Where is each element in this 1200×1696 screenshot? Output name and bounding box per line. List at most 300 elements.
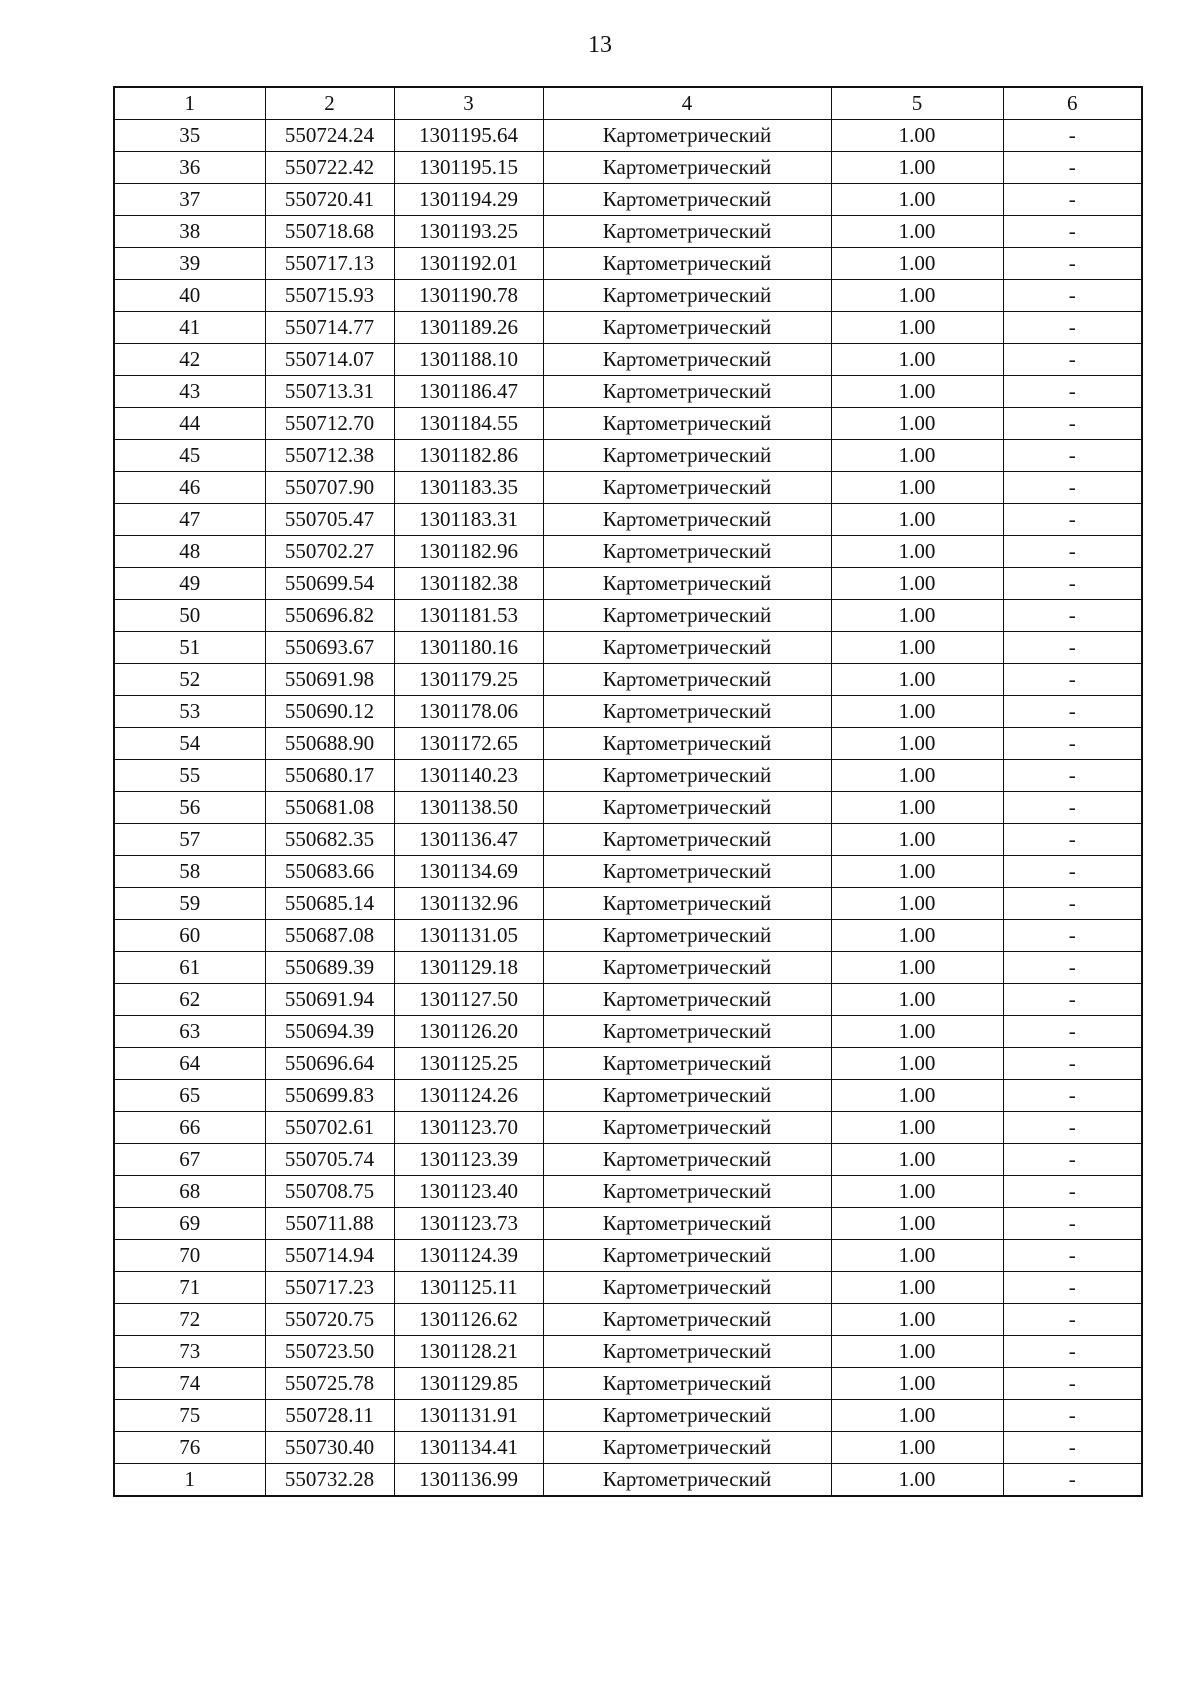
y-coordinate-cell: 1301140.23 <box>394 760 543 792</box>
note-cell: - <box>1003 536 1142 568</box>
note-cell: - <box>1003 1240 1142 1272</box>
accuracy-cell: 1.00 <box>831 248 1003 280</box>
x-coordinate-cell: 550714.94 <box>265 1240 394 1272</box>
point-number-cell: 75 <box>114 1400 265 1432</box>
table-row <box>114 1464 1142 1497</box>
accuracy-cell: 1.00 <box>831 1112 1003 1144</box>
point-number-cell: 55 <box>114 760 265 792</box>
y-coordinate-cell: 1301182.38 <box>394 568 543 600</box>
x-coordinate-cell: 550732.28 <box>265 1464 394 1497</box>
y-coordinate-cell: 1301131.05 <box>394 920 543 952</box>
y-coordinate-cell: 1301125.11 <box>394 1272 543 1304</box>
y-coordinate-cell: 1301193.25 <box>394 216 543 248</box>
table-row <box>114 1336 1142 1368</box>
note-cell: - <box>1003 824 1142 856</box>
method-cell: Картометрический <box>543 1304 831 1336</box>
x-coordinate-cell: 550724.24 <box>265 120 394 152</box>
point-number-cell: 68 <box>114 1176 265 1208</box>
method-cell: Картометрический <box>543 1272 831 1304</box>
y-coordinate-cell: 1301180.16 <box>394 632 543 664</box>
y-coordinate-cell: 1301127.50 <box>394 984 543 1016</box>
x-coordinate-cell: 550687.08 <box>265 920 394 952</box>
table-row <box>114 856 1142 888</box>
method-cell: Картометрический <box>543 184 831 216</box>
method-cell: Картометрический <box>543 1240 831 1272</box>
method-cell: Картометрический <box>543 1208 831 1240</box>
method-cell: Картометрический <box>543 1176 831 1208</box>
note-cell: - <box>1003 600 1142 632</box>
y-coordinate-cell: 1301188.10 <box>394 344 543 376</box>
note-cell: - <box>1003 216 1142 248</box>
table-row <box>114 824 1142 856</box>
y-coordinate-cell: 1301129.18 <box>394 952 543 984</box>
y-coordinate-cell: 1301138.50 <box>394 792 543 824</box>
y-coordinate-cell: 1301192.01 <box>394 248 543 280</box>
table-row <box>114 1080 1142 1112</box>
note-cell: - <box>1003 664 1142 696</box>
y-coordinate-cell: 1301134.69 <box>394 856 543 888</box>
y-coordinate-cell: 1301123.70 <box>394 1112 543 1144</box>
point-number-cell: 56 <box>114 792 265 824</box>
accuracy-cell: 1.00 <box>831 216 1003 248</box>
coordinates-table <box>113 86 1143 1497</box>
table-row <box>114 1176 1142 1208</box>
accuracy-cell: 1.00 <box>831 1368 1003 1400</box>
x-coordinate-cell: 550702.61 <box>265 1112 394 1144</box>
accuracy-cell: 1.00 <box>831 632 1003 664</box>
point-number-cell: 67 <box>114 1144 265 1176</box>
x-coordinate-cell: 550722.42 <box>265 152 394 184</box>
table-row <box>114 1304 1142 1336</box>
y-coordinate-cell: 1301134.41 <box>394 1432 543 1464</box>
point-number-cell: 40 <box>114 280 265 312</box>
method-cell: Картометрический <box>543 216 831 248</box>
header-cell: 2 <box>265 87 394 120</box>
note-cell: - <box>1003 376 1142 408</box>
table-row <box>114 504 1142 536</box>
table-header-row <box>114 87 1142 120</box>
y-coordinate-cell: 1301172.65 <box>394 728 543 760</box>
method-cell: Картометрический <box>543 1016 831 1048</box>
table-row <box>114 1016 1142 1048</box>
accuracy-cell: 1.00 <box>831 472 1003 504</box>
accuracy-cell: 1.00 <box>831 1304 1003 1336</box>
accuracy-cell: 1.00 <box>831 280 1003 312</box>
table-row <box>114 760 1142 792</box>
note-cell: - <box>1003 1368 1142 1400</box>
table-row <box>114 920 1142 952</box>
method-cell: Картометрический <box>543 856 831 888</box>
x-coordinate-cell: 550691.98 <box>265 664 394 696</box>
x-coordinate-cell: 550718.68 <box>265 216 394 248</box>
point-number-cell: 57 <box>114 824 265 856</box>
table-row <box>114 792 1142 824</box>
y-coordinate-cell: 1301126.20 <box>394 1016 543 1048</box>
note-cell: - <box>1003 1464 1142 1497</box>
point-number-cell: 38 <box>114 216 265 248</box>
accuracy-cell: 1.00 <box>831 376 1003 408</box>
y-coordinate-cell: 1301129.85 <box>394 1368 543 1400</box>
note-cell: - <box>1003 792 1142 824</box>
point-number-cell: 41 <box>114 312 265 344</box>
y-coordinate-cell: 1301124.26 <box>394 1080 543 1112</box>
header-cell: 4 <box>543 87 831 120</box>
point-number-cell: 50 <box>114 600 265 632</box>
point-number-cell: 70 <box>114 1240 265 1272</box>
table-row <box>114 280 1142 312</box>
method-cell: Картометрический <box>543 792 831 824</box>
note-cell: - <box>1003 1144 1142 1176</box>
accuracy-cell: 1.00 <box>831 984 1003 1016</box>
note-cell: - <box>1003 760 1142 792</box>
note-cell: - <box>1003 696 1142 728</box>
y-coordinate-cell: 1301194.29 <box>394 184 543 216</box>
note-cell: - <box>1003 472 1142 504</box>
note-cell: - <box>1003 1208 1142 1240</box>
method-cell: Картометрический <box>543 504 831 536</box>
method-cell: Картометрический <box>543 440 831 472</box>
accuracy-cell: 1.00 <box>831 792 1003 824</box>
note-cell: - <box>1003 1304 1142 1336</box>
x-coordinate-cell: 550702.27 <box>265 536 394 568</box>
table-row <box>114 472 1142 504</box>
x-coordinate-cell: 550712.70 <box>265 408 394 440</box>
y-coordinate-cell: 1301182.96 <box>394 536 543 568</box>
note-cell: - <box>1003 920 1142 952</box>
table-row <box>114 1240 1142 1272</box>
y-coordinate-cell: 1301136.47 <box>394 824 543 856</box>
point-number-cell: 59 <box>114 888 265 920</box>
accuracy-cell: 1.00 <box>831 1016 1003 1048</box>
method-cell: Картометрический <box>543 312 831 344</box>
point-number-cell: 43 <box>114 376 265 408</box>
point-number-cell: 49 <box>114 568 265 600</box>
header-cell: 5 <box>831 87 1003 120</box>
x-coordinate-cell: 550696.82 <box>265 600 394 632</box>
x-coordinate-cell: 550685.14 <box>265 888 394 920</box>
note-cell: - <box>1003 1432 1142 1464</box>
point-number-cell: 69 <box>114 1208 265 1240</box>
note-cell: - <box>1003 344 1142 376</box>
accuracy-cell: 1.00 <box>831 344 1003 376</box>
x-coordinate-cell: 550717.13 <box>265 248 394 280</box>
point-number-cell: 46 <box>114 472 265 504</box>
accuracy-cell: 1.00 <box>831 1336 1003 1368</box>
table-row <box>114 1272 1142 1304</box>
table-body <box>114 120 1142 1497</box>
note-cell: - <box>1003 952 1142 984</box>
note-cell: - <box>1003 312 1142 344</box>
point-number-cell: 37 <box>114 184 265 216</box>
accuracy-cell: 1.00 <box>831 1048 1003 1080</box>
method-cell: Картометрический <box>543 1112 831 1144</box>
table-row <box>114 888 1142 920</box>
note-cell: - <box>1003 408 1142 440</box>
page-number: 13 <box>588 32 612 58</box>
x-coordinate-cell: 550694.39 <box>265 1016 394 1048</box>
accuracy-cell: 1.00 <box>831 536 1003 568</box>
point-number-cell: 71 <box>114 1272 265 1304</box>
note-cell: - <box>1003 1336 1142 1368</box>
note-cell: - <box>1003 120 1142 152</box>
point-number-cell: 64 <box>114 1048 265 1080</box>
method-cell: Картометрический <box>543 1464 831 1497</box>
table-row <box>114 1208 1142 1240</box>
point-number-cell: 73 <box>114 1336 265 1368</box>
table-row <box>114 1048 1142 1080</box>
point-number-cell: 35 <box>114 120 265 152</box>
note-cell: - <box>1003 1112 1142 1144</box>
y-coordinate-cell: 1301181.53 <box>394 600 543 632</box>
method-cell: Картометрический <box>543 120 831 152</box>
point-number-cell: 65 <box>114 1080 265 1112</box>
accuracy-cell: 1.00 <box>831 440 1003 472</box>
accuracy-cell: 1.00 <box>831 1208 1003 1240</box>
accuracy-cell: 1.00 <box>831 152 1003 184</box>
accuracy-cell: 1.00 <box>831 120 1003 152</box>
y-coordinate-cell: 1301182.86 <box>394 440 543 472</box>
x-coordinate-cell: 550725.78 <box>265 1368 394 1400</box>
accuracy-cell: 1.00 <box>831 1240 1003 1272</box>
x-coordinate-cell: 550717.23 <box>265 1272 394 1304</box>
y-coordinate-cell: 1301128.21 <box>394 1336 543 1368</box>
y-coordinate-cell: 1301132.96 <box>394 888 543 920</box>
table-row <box>114 1144 1142 1176</box>
note-cell: - <box>1003 1048 1142 1080</box>
point-number-cell: 44 <box>114 408 265 440</box>
method-cell: Картометрический <box>543 152 831 184</box>
y-coordinate-cell: 1301136.99 <box>394 1464 543 1497</box>
note-cell: - <box>1003 728 1142 760</box>
table-row <box>114 1432 1142 1464</box>
y-coordinate-cell: 1301126.62 <box>394 1304 543 1336</box>
accuracy-cell: 1.00 <box>831 504 1003 536</box>
y-coordinate-cell: 1301184.55 <box>394 408 543 440</box>
y-coordinate-cell: 1301123.39 <box>394 1144 543 1176</box>
method-cell: Картометрический <box>543 1144 831 1176</box>
note-cell: - <box>1003 1400 1142 1432</box>
accuracy-cell: 1.00 <box>831 856 1003 888</box>
point-number-cell: 60 <box>114 920 265 952</box>
point-number-cell: 42 <box>114 344 265 376</box>
y-coordinate-cell: 1301125.25 <box>394 1048 543 1080</box>
table-row <box>114 248 1142 280</box>
x-coordinate-cell: 550720.75 <box>265 1304 394 1336</box>
x-coordinate-cell: 550691.94 <box>265 984 394 1016</box>
y-coordinate-cell: 1301123.40 <box>394 1176 543 1208</box>
accuracy-cell: 1.00 <box>831 664 1003 696</box>
accuracy-cell: 1.00 <box>831 1272 1003 1304</box>
point-number-cell: 45 <box>114 440 265 472</box>
accuracy-cell: 1.00 <box>831 920 1003 952</box>
point-number-cell: 47 <box>114 504 265 536</box>
x-coordinate-cell: 550714.77 <box>265 312 394 344</box>
x-coordinate-cell: 550682.35 <box>265 824 394 856</box>
x-coordinate-cell: 550705.74 <box>265 1144 394 1176</box>
method-cell: Картометрический <box>543 1400 831 1432</box>
accuracy-cell: 1.00 <box>831 600 1003 632</box>
y-coordinate-cell: 1301124.39 <box>394 1240 543 1272</box>
x-coordinate-cell: 550708.75 <box>265 1176 394 1208</box>
accuracy-cell: 1.00 <box>831 408 1003 440</box>
x-coordinate-cell: 550720.41 <box>265 184 394 216</box>
note-cell: - <box>1003 984 1142 1016</box>
accuracy-cell: 1.00 <box>831 888 1003 920</box>
table-row <box>114 440 1142 472</box>
method-cell: Картометрический <box>543 984 831 1016</box>
point-number-cell: 54 <box>114 728 265 760</box>
table-row <box>114 216 1142 248</box>
method-cell: Картометрический <box>543 888 831 920</box>
method-cell: Картометрический <box>543 280 831 312</box>
y-coordinate-cell: 1301183.31 <box>394 504 543 536</box>
accuracy-cell: 1.00 <box>831 1144 1003 1176</box>
y-coordinate-cell: 1301195.15 <box>394 152 543 184</box>
point-number-cell: 1 <box>114 1464 265 1497</box>
note-cell: - <box>1003 504 1142 536</box>
x-coordinate-cell: 550699.54 <box>265 568 394 600</box>
x-coordinate-cell: 550699.83 <box>265 1080 394 1112</box>
method-cell: Картометрический <box>543 376 831 408</box>
table-row <box>114 1400 1142 1432</box>
method-cell: Картометрический <box>543 728 831 760</box>
method-cell: Картометрический <box>543 408 831 440</box>
accuracy-cell: 1.00 <box>831 760 1003 792</box>
method-cell: Картометрический <box>543 632 831 664</box>
note-cell: - <box>1003 1080 1142 1112</box>
note-cell: - <box>1003 888 1142 920</box>
note-cell: - <box>1003 1176 1142 1208</box>
table-row <box>114 184 1142 216</box>
x-coordinate-cell: 550715.93 <box>265 280 394 312</box>
y-coordinate-cell: 1301189.26 <box>394 312 543 344</box>
y-coordinate-cell: 1301186.47 <box>394 376 543 408</box>
table-row <box>114 120 1142 152</box>
note-cell: - <box>1003 632 1142 664</box>
note-cell: - <box>1003 440 1142 472</box>
method-cell: Картометрический <box>543 1080 831 1112</box>
x-coordinate-cell: 550714.07 <box>265 344 394 376</box>
accuracy-cell: 1.00 <box>831 1432 1003 1464</box>
note-cell: - <box>1003 248 1142 280</box>
table-row <box>114 1368 1142 1400</box>
x-coordinate-cell: 550728.11 <box>265 1400 394 1432</box>
header-cell: 3 <box>394 87 543 120</box>
accuracy-cell: 1.00 <box>831 1464 1003 1497</box>
table-row <box>114 152 1142 184</box>
table-row <box>114 344 1142 376</box>
x-coordinate-cell: 550696.64 <box>265 1048 394 1080</box>
header-cell: 1 <box>114 87 265 120</box>
point-number-cell: 39 <box>114 248 265 280</box>
point-number-cell: 76 <box>114 1432 265 1464</box>
method-cell: Картометрический <box>543 1432 831 1464</box>
table-row <box>114 664 1142 696</box>
x-coordinate-cell: 550723.50 <box>265 1336 394 1368</box>
table-row <box>114 728 1142 760</box>
accuracy-cell: 1.00 <box>831 728 1003 760</box>
x-coordinate-cell: 550680.17 <box>265 760 394 792</box>
method-cell: Картометрический <box>543 696 831 728</box>
note-cell: - <box>1003 1272 1142 1304</box>
y-coordinate-cell: 1301195.64 <box>394 120 543 152</box>
header-cell: 6 <box>1003 87 1142 120</box>
point-number-cell: 62 <box>114 984 265 1016</box>
point-number-cell: 52 <box>114 664 265 696</box>
note-cell: - <box>1003 856 1142 888</box>
point-number-cell: 36 <box>114 152 265 184</box>
y-coordinate-cell: 1301178.06 <box>394 696 543 728</box>
accuracy-cell: 1.00 <box>831 1080 1003 1112</box>
note-cell: - <box>1003 280 1142 312</box>
method-cell: Картометрический <box>543 664 831 696</box>
note-cell: - <box>1003 184 1142 216</box>
note-cell: - <box>1003 568 1142 600</box>
accuracy-cell: 1.00 <box>831 312 1003 344</box>
accuracy-cell: 1.00 <box>831 696 1003 728</box>
method-cell: Картометрический <box>543 760 831 792</box>
method-cell: Картометрический <box>543 1368 831 1400</box>
table-row <box>114 376 1142 408</box>
method-cell: Картометрический <box>543 600 831 632</box>
table-row <box>114 408 1142 440</box>
x-coordinate-cell: 550681.08 <box>265 792 394 824</box>
x-coordinate-cell: 550711.88 <box>265 1208 394 1240</box>
point-number-cell: 72 <box>114 1304 265 1336</box>
y-coordinate-cell: 1301123.73 <box>394 1208 543 1240</box>
point-number-cell: 66 <box>114 1112 265 1144</box>
method-cell: Картометрический <box>543 1336 831 1368</box>
table-row <box>114 632 1142 664</box>
point-number-cell: 61 <box>114 952 265 984</box>
x-coordinate-cell: 550688.90 <box>265 728 394 760</box>
x-coordinate-cell: 550693.67 <box>265 632 394 664</box>
point-number-cell: 74 <box>114 1368 265 1400</box>
note-cell: - <box>1003 152 1142 184</box>
x-coordinate-cell: 550705.47 <box>265 504 394 536</box>
table-row <box>114 984 1142 1016</box>
method-cell: Картометрический <box>543 568 831 600</box>
method-cell: Картометрический <box>543 920 831 952</box>
x-coordinate-cell: 550707.90 <box>265 472 394 504</box>
method-cell: Картометрический <box>543 344 831 376</box>
method-cell: Картометрический <box>543 1048 831 1080</box>
table-row <box>114 696 1142 728</box>
x-coordinate-cell: 550683.66 <box>265 856 394 888</box>
y-coordinate-cell: 1301183.35 <box>394 472 543 504</box>
point-number-cell: 58 <box>114 856 265 888</box>
point-number-cell: 48 <box>114 536 265 568</box>
x-coordinate-cell: 550712.38 <box>265 440 394 472</box>
method-cell: Картометрический <box>543 536 831 568</box>
method-cell: Картометрический <box>543 472 831 504</box>
point-number-cell: 63 <box>114 1016 265 1048</box>
table-row <box>114 568 1142 600</box>
y-coordinate-cell: 1301190.78 <box>394 280 543 312</box>
accuracy-cell: 1.00 <box>831 568 1003 600</box>
table-row <box>114 952 1142 984</box>
y-coordinate-cell: 1301131.91 <box>394 1400 543 1432</box>
point-number-cell: 53 <box>114 696 265 728</box>
y-coordinate-cell: 1301179.25 <box>394 664 543 696</box>
accuracy-cell: 1.00 <box>831 824 1003 856</box>
method-cell: Картометрический <box>543 824 831 856</box>
accuracy-cell: 1.00 <box>831 1400 1003 1432</box>
table-row <box>114 312 1142 344</box>
accuracy-cell: 1.00 <box>831 1176 1003 1208</box>
x-coordinate-cell: 550689.39 <box>265 952 394 984</box>
note-cell: - <box>1003 1016 1142 1048</box>
